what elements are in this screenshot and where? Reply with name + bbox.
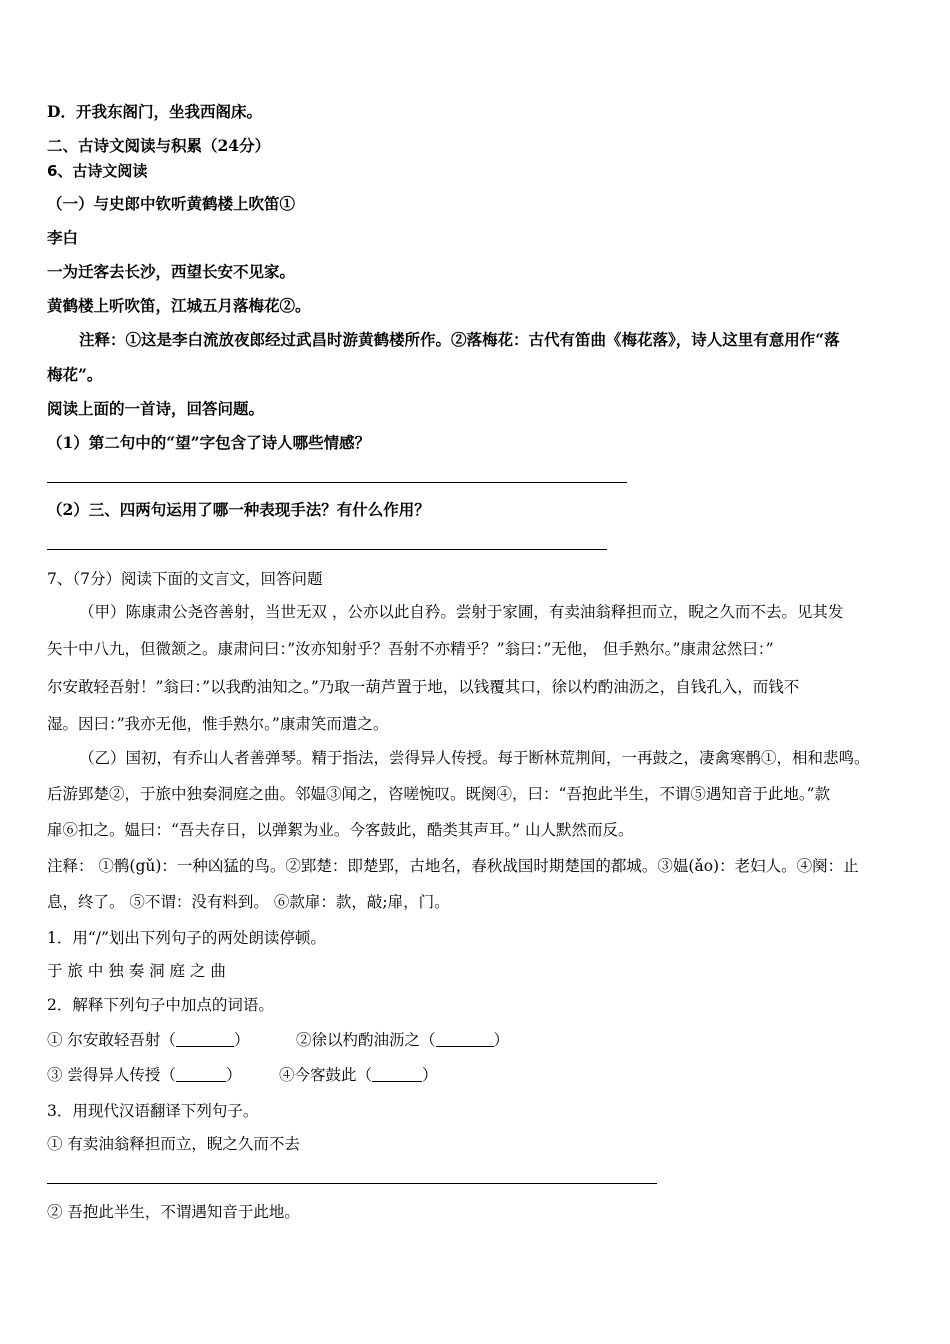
task-2-item-2: ②徐以杓酌油沥之（ ） (296, 1031, 510, 1049)
task-2: 2．解释下列句子中加点的词语。 (47, 996, 274, 1014)
blank-field[interactable] (372, 1067, 422, 1082)
blank-field[interactable] (436, 1032, 494, 1047)
task-3: 3．用现代汉语翻译下列句子。 (47, 1102, 259, 1120)
task-2-item-3: ③ 尝得异人传授（ ） (47, 1066, 242, 1084)
poem-note-line-2: 梅花”。 (47, 365, 103, 384)
task-2-item-1: ① 尔安敢轻吾射（ ） (47, 1031, 250, 1049)
task-1: 1．用“/”划出下列句子的两处朗读停顿。 (47, 929, 326, 947)
poem-note-line-1: 注释：①这是李白流放夜郎经过武昌时游黄鹤楼所作。②落梅花：古代有笛曲《梅花落》，诗人这里有意用作“落 (79, 330, 840, 349)
passage-jia-line-2: 矢十中八九，但微颔之。康肃问曰：”汝亦知射乎？吾射不亦精乎？”翁曰：”无他， 但手熟尔。”康肃忿然曰：” (47, 640, 774, 658)
passage-yi-line-1: （乙）国初，有乔山人者善弹琴。精于指法，尝得异人传授。每于断林荒荆间，一再鼓之，凄禽寒鹘①，相和悲鸣。 (79, 749, 870, 767)
task-3-sentence-1: ① 有卖油翁释担而立，睨之久而不去 (47, 1135, 300, 1153)
question-7-heading: 7、（7分）阅读下面的文言文，回答问题 (47, 570, 323, 588)
blank-field[interactable] (176, 1032, 234, 1047)
reading-prompt: 阅读上面的一首诗，回答问题。 (47, 399, 265, 418)
answer-line-2[interactable] (47, 549, 607, 550)
passage-note-line-2: 息，终了。 ⑤不谓：没有料到。 ⑥款扉：款，敲;扉，门。 (47, 893, 450, 911)
sub-question-1: （1）第二句中的“望”字包含了诗人哪些情感？ (47, 433, 371, 452)
section-two-heading: 二、古诗文阅读与积累（24分） (47, 136, 271, 155)
option-d: D．开我东阁门，坐我西阁床。 (47, 102, 262, 121)
passage-jia-line-4: 湿。因曰：”我亦无他，惟手熟尔。”康肃笑而遣之。 (47, 715, 389, 733)
sub-question-2: （2）三、四两句运用了哪一种表现手法？有什么作用？ (47, 500, 430, 519)
passage-jia-line-1: （甲）陈康肃公尧咨善射，当世无双 ，公亦以此自矜。尝射于家圃，有卖油翁释担而立，睨之久而不去。见其发 (79, 603, 844, 621)
poem-verse-1: 一为迁客去长沙，西望长安不见家。 (47, 262, 296, 281)
blank-field[interactable] (176, 1067, 226, 1082)
passage-note-line-1: 注释： ①鹘(gǔ)：一种凶猛的鸟。②郢楚：即楚郢，古地名，春秋战国时期楚国的都城。③媪(ǎo)：老妇人。④阕：止 (47, 857, 859, 875)
task-3-sentence-2: ② 吾抱此半生，不谓遇知音于此地。 (47, 1203, 300, 1221)
answer-line-1[interactable] (47, 482, 627, 483)
poem-verse-2: 黄鹤楼上听吹笛，江城五月落梅花②。 (47, 296, 311, 315)
poem-title: （一）与史郎中钦听黄鹤楼上吹笛① (47, 194, 296, 213)
passage-yi-line-2: 后游郢楚②，于旅中独奏洞庭之曲。邻媪③闻之，咨嗟惋叹。既阕④，曰：“吾抱此半生，不谓⑤遇知音于此地。”款 (47, 785, 831, 803)
task-2-item-4: ④今客鼓此（ ） (279, 1066, 438, 1084)
passage-jia-line-3: 尔安敢轻吾射！”翁曰：”以我酌油知之。”乃取一葫芦置于地，以钱覆其口，徐以杓酌油沥之，自钱孔入，而钱不 (47, 678, 800, 696)
answer-line-3[interactable] (47, 1183, 657, 1184)
task-1-sentence[interactable]: 于 旅 中 独 奏 洞 庭 之 曲 (47, 962, 226, 980)
poem-author: 李白 (47, 228, 79, 247)
passage-yi-line-3: 扉⑥扣之。媪曰：“吾夫存日，以弹絮为业。今客鼓此，酷类其声耳。” 山人默然而反。 (47, 821, 634, 839)
question-6-heading: 6、古诗文阅读 (47, 162, 148, 180)
